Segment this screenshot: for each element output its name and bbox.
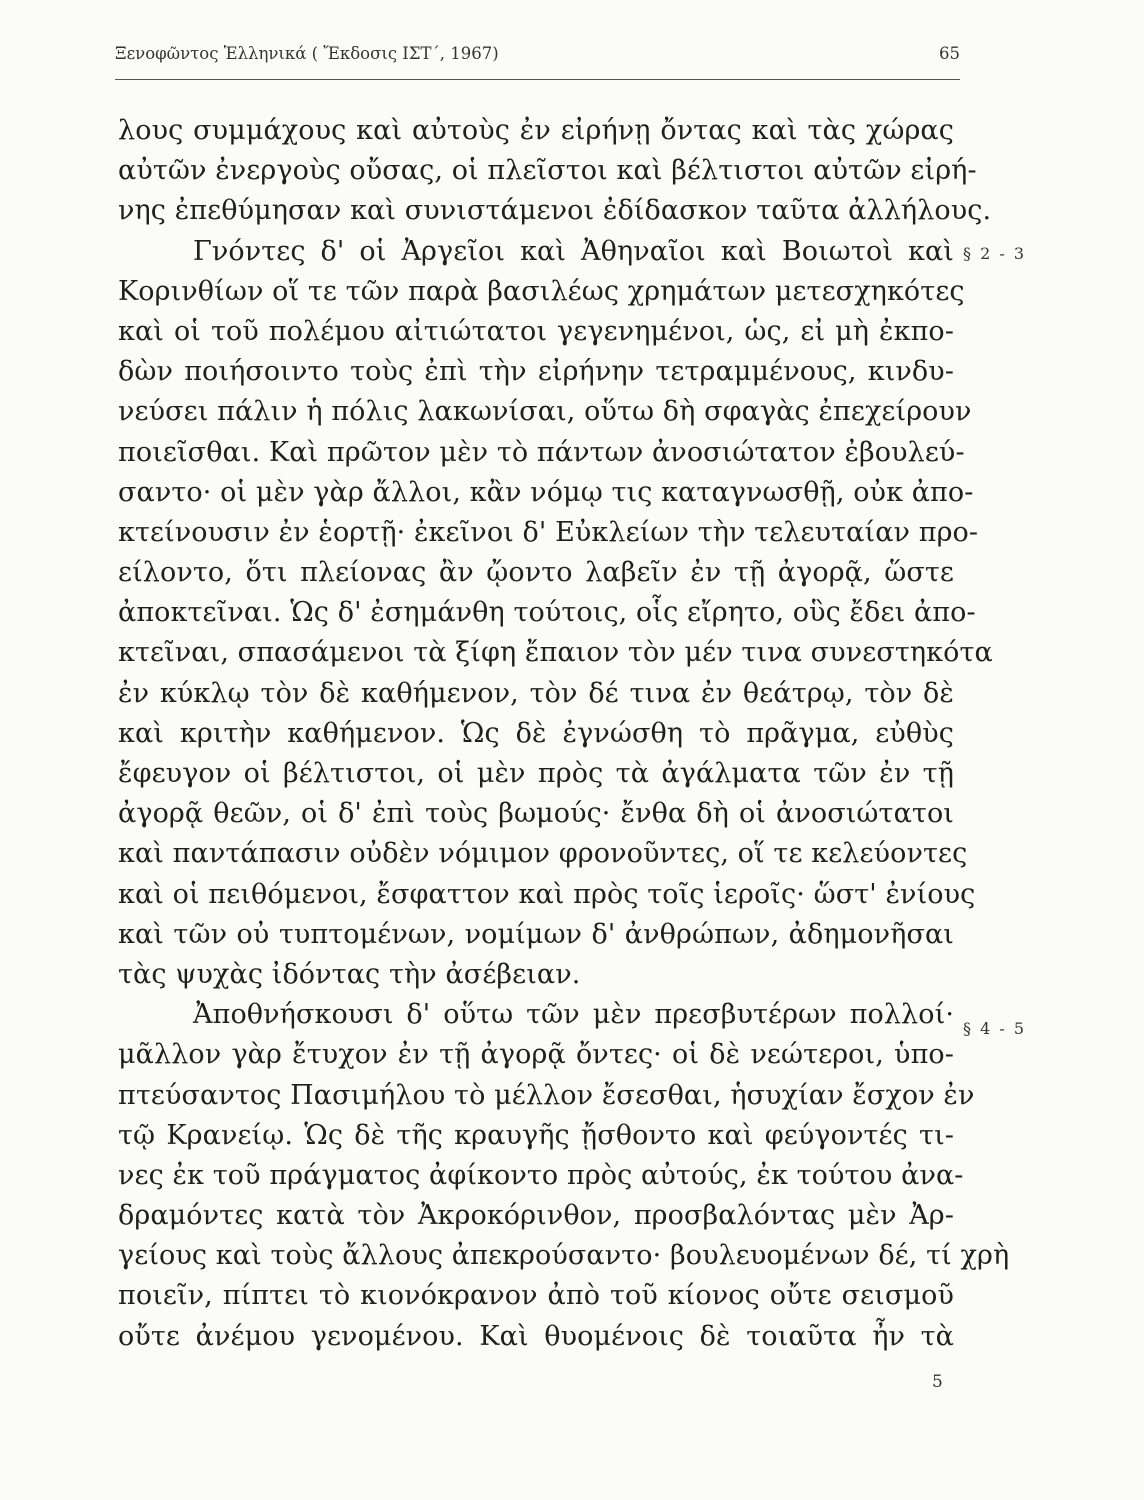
text-line: καὶ τῶν οὐ τυπτομένων, νομίμων δ' ἀνθρώπων, ἀδημονῆσαι	[118, 918, 954, 950]
text-line: λους συμμάχους καὶ αὐτοὺς ἐν εἰρήνῃ ὄντας καὶ τὰς χώρας	[118, 115, 954, 146]
section-marker: § 2 - 3	[963, 244, 1027, 263]
text-line: ποιεῖν, πίπτει τὸ κιονόκρανον ἀπὸ τοῦ κίονος οὔτε σεισμοῦ	[118, 1280, 954, 1312]
signature-mark: 5	[932, 1372, 943, 1392]
text-line: ποιεῖσθαι. Καὶ πρῶτον μὲν τὸ πάντων ἀνοσιώτατον ἐβουλεύ-	[118, 436, 965, 468]
text-line: γείους καὶ τοὺς ἄλλους ἀπεκρούσαντο· βουλευομένων δέ, τί χρὴ	[118, 1240, 1010, 1272]
text-line: δραμόντες κατὰ τὸν Ἀκροκόρινθον, προσβαλόντας μὲν Ἀρ-	[118, 1200, 954, 1232]
text-line: ἀγορᾷ θεῶν, οἱ δ' ἐπὶ τοὺς βωμούς· ἔνθα δὴ οἱ ἀνοσιώτατοι	[118, 798, 954, 830]
text-line: είλοντο, ὅτι πλείονας ἂν ᾤοντο λαβεῖν ἐν τῇ ἀγορᾷ, ὥστε	[118, 557, 954, 589]
text-line: ἔφευγον οἱ βέλτιστοι, οἱ μὲν πρὸς τὰ ἀγάλματα τῶν ἐν τῇ	[118, 758, 954, 789]
text-line: μᾶλλον γὰρ ἔτυχον ἐν τῇ ἀγορᾷ ὄντες· οἱ δὲ νεώτεροι, ὑπο-	[118, 1039, 954, 1071]
text-line: ἀποκτεῖναι. Ὡς δ' ἐσημάνθη τούτοις, οἷς εἴρητο, οὓς ἔδει ἀπο-	[118, 597, 976, 629]
text-line: καὶ οἱ τοῦ πολέμου αἰτιώτατοι γεγενημένοι, ὡς, εἰ μὴ ἐκπο-	[118, 315, 954, 347]
text-line: καὶ οἱ πειθόμενοι, ἔσφαττον καὶ πρὸς τοῖς ἱεροῖς· ὥστ' ἐνίους	[118, 878, 976, 910]
text-line: δὼν ποιήσοιντο τοὺς ἐπὶ τὴν εἰρήνην τετραμμένους, κινδυ-	[118, 356, 954, 388]
text-line: κτεῖναι, σπασάμενοι τὰ ξίφη ἔπαιον τὸν μέν τινα συνεστηκότα	[118, 637, 993, 669]
text-line: νεύσει πάλιν ἡ πόλις λακωνίσαι, οὕτω δὴ σφαγὰς ἐπεχείρουν	[118, 396, 972, 428]
text-line: καὶ παντάπασιν οὐδὲν νόμιμον φρονοῦντες, οἵ τε κελεύοντες	[118, 838, 968, 870]
text-line: ἐν κύκλῳ τὸν δὲ καθήμενον, τὸν δέ τινα ἐν θεάτρῳ, τὸν δὲ	[118, 677, 954, 709]
running-header	[115, 44, 960, 63]
text-line: αὐτῶν ἐνεργοὺς οὔσας, οἱ πλεῖστοι καὶ βέλτιστοι αὐτῶν εἰρή-	[118, 155, 977, 187]
text-line: Κορινθίων οἵ τε τῶν παρὰ βασιλέως χρημάτων μετεσχηκότες	[118, 275, 965, 307]
header-rule	[115, 79, 960, 80]
text-line: Γνόντες δ' οἱ Ἀργεῖοι καὶ Ἀθηναῖοι καὶ Βοιωτοὶ καὶ	[193, 235, 954, 267]
text-line: πτεύσαντος Πασιμήλου τὸ μέλλον ἔσεσθαι, ἡσυχίαν ἔσχον ἐν	[118, 1079, 975, 1111]
text-line: Ἀποθνήσκουσι δ' οὕτω τῶν μὲν πρεσβυτέρων πολλοί·	[193, 999, 954, 1031]
text-line: σαντο· οἱ μὲν γὰρ ἄλλοι, κἂν νόμῳ τις καταγνωσθῇ, οὐκ ἀπο-	[118, 476, 974, 508]
text-line: τὰς ψυχὰς ἰδόντας τὴν ἀσέβειαν.	[118, 958, 581, 990]
text-line: νες ἐκ τοῦ πράγματος ἀφίκοντο πρὸς αὐτούς, ἐκ τούτου ἀνα-	[118, 1159, 964, 1191]
text-line: τῷ Κρανείῳ. Ὡς δὲ τῆς κραυγῆς ᾔσθοντο καὶ φεύγοντές τι-	[118, 1119, 954, 1151]
text-line: νης ἐπεθύμησαν καὶ συνιστάμενοι ἐδίδασκον ταῦτα ἀλλήλους.	[118, 195, 992, 227]
section-marker: § 4 - 5	[963, 1019, 1027, 1038]
text-line: καὶ κριτὴν καθήμενον. Ὡς δὲ ἐγνώσθη τὸ πρᾶγμα, εὐθὺς	[118, 717, 954, 749]
text-line: οὔτε ἀνέμου γενομένου. Καὶ θυομένοις δὲ τοιαῦτα ἦν τὰ	[118, 1320, 954, 1352]
text-line: κτείνουσιν ἐν ἑορτῇ· ἐκεῖνοι δ' Εὐκλείων τὴν τελευταίαν προ-	[118, 516, 979, 548]
page-number: 65	[939, 44, 960, 63]
header-title: Ξενοφῶντος Ἑλληνικά ( Ἔκδοσις ΙΣΤ΄, 1967)	[115, 44, 499, 63]
